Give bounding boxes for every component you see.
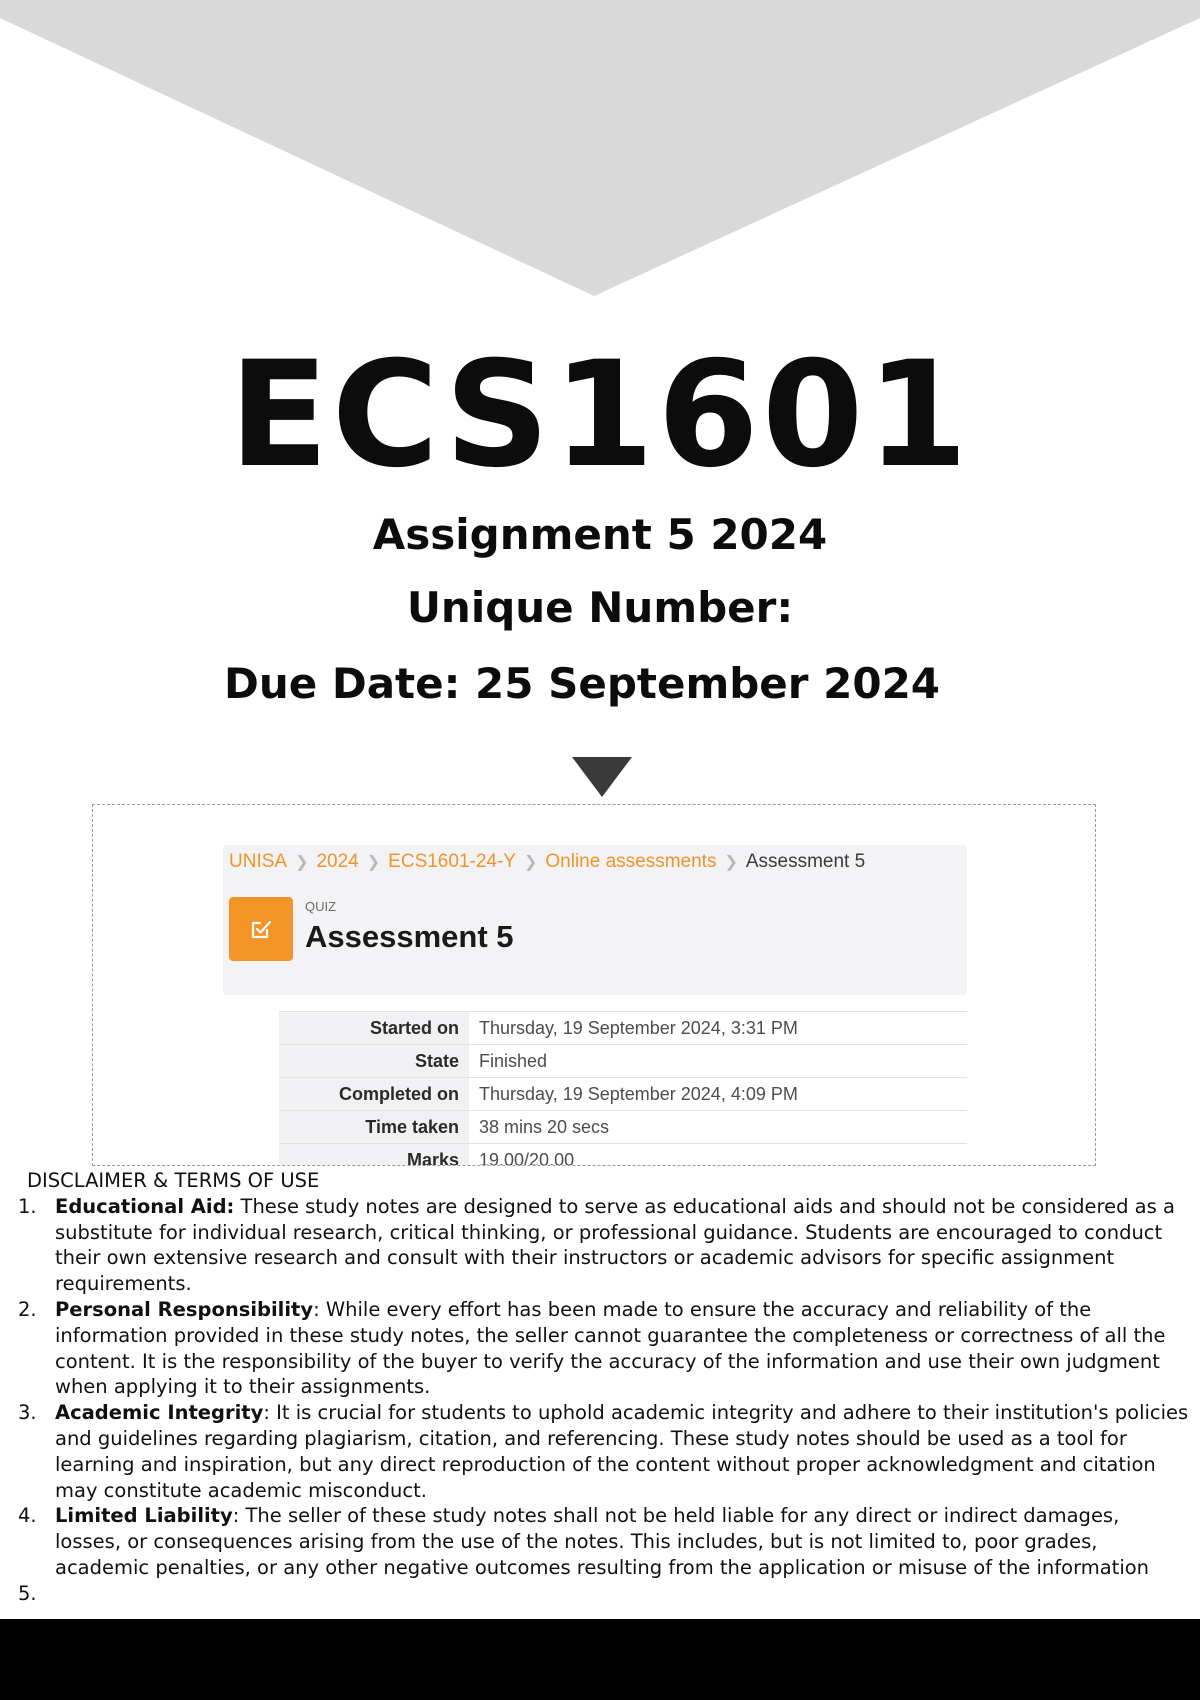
quiz-badge [229,897,293,961]
item-text: : While every effort has been made to ensure the accuracy and reliability of the information provided in these study notes, the seller cannot guarantee the completeness or correctness of all the content. It is the responsibility of the buyer to verify the accuracy of the information and use their own judgment when applying it to their assignments. [55,1297,1166,1399]
quiz-kicker: QUIZ [305,899,337,914]
summary-label: Time taken [279,1111,469,1144]
chevron-right-icon: ❯ [724,854,738,871]
breadcrumb-current: Assessment 5 [745,851,866,872]
quiz-title: Assessment 5 [305,919,514,954]
summary-value: 19.00/20.00 [479,1149,575,1166]
table-row [279,1078,967,1111]
item-term: Limited Liability [55,1504,233,1528]
attempt-summary-table [279,1011,967,1166]
disclaimer-list [18,1194,1190,1605]
breadcrumb-link-unisa[interactable]: UNISA [229,851,288,872]
item-text: : It is crucial for students to uphold academic integrity and adhere to their institution's policies and guidelines regarding plagiarism, citation, and referencing. These study notes should be used as a tool for learning and inspiration, but any direct reproduction of the content without proper acknowledgment and citation may constitute academic misconduct. [55,1401,1189,1502]
summary-label: Marks [279,1144,469,1167]
list-item [18,1297,1190,1400]
quiz-header [223,845,967,995]
list-item [18,1194,1190,1297]
item-term: Academic Integrity [55,1401,264,1425]
results-screenshot [92,804,1096,1166]
summary-value: Thursday, 19 September 2024, 3:31 PM [479,1017,798,1038]
summary-value: 38 mins 20 secs [479,1116,610,1137]
item-number: 4. [18,1504,37,1528]
summary-label: Completed on [279,1078,469,1111]
summary-label: State [279,1045,469,1078]
chevron-right-icon: ❯ [295,854,309,871]
breadcrumb-link-online-assessments[interactable]: Online assessments [545,851,717,872]
item-number: 1. [18,1194,37,1218]
list-item [18,1503,1190,1580]
disclaimer-heading: DISCLAIMER & TERMS OF USE [27,1169,320,1192]
summary-label: Started on [279,1012,469,1045]
summary-value: Thursday, 19 September 2024, 4:09 PM [479,1083,798,1104]
disclaimer-section [18,1168,1190,1605]
checkbox-edit-icon [248,916,274,942]
item-text: These study notes are designed to serve as educational aids and should not be considered as a substitute for individual research, critical thinking, or professional guidance. Students are encouraged to conduct their own extensive research and consult with their instructors or academic advisors for specific assignment requirements. [55,1194,1175,1296]
top-chevron-banner [0,0,1200,300]
item-number: 2. [18,1297,37,1321]
breadcrumb-link-year[interactable]: 2024 [316,851,359,872]
item-term: Educational Aid: [55,1194,235,1218]
list-item [18,1400,1190,1503]
course-code: ECS1601 [228,330,972,500]
item-number: 3. [18,1401,37,1425]
down-triangle-icon [572,757,632,797]
assignment-title: Assignment 5 2024 [372,510,828,559]
item-number: 5. [18,1581,37,1605]
table-row [279,1045,967,1078]
table-row [279,1012,967,1045]
breadcrumb-link-course[interactable]: ECS1601-24-Y [388,851,516,872]
item-text: : The seller of these study notes shall not be held liable for any direct or indirect damages, losses, or consequences arising from the use of the notes. This includes, but is not limited to, poor grades, academic penalties, or any other negative outcomes resulting from the application or misuse of the information [55,1504,1150,1579]
due-date: Due Date: 25 September 2024 [223,659,941,708]
bottom-black-bar [0,1619,1200,1700]
table-row [279,1144,967,1167]
breadcrumb [229,851,865,873]
table-row [279,1111,967,1144]
chevron-right-icon: ❯ [366,854,381,871]
item-term: Personal Responsibility [55,1297,314,1321]
chevron-right-icon: ❯ [523,854,538,871]
unique-number-label: Unique Number: [406,583,794,632]
summary-value: Finished [479,1050,548,1071]
